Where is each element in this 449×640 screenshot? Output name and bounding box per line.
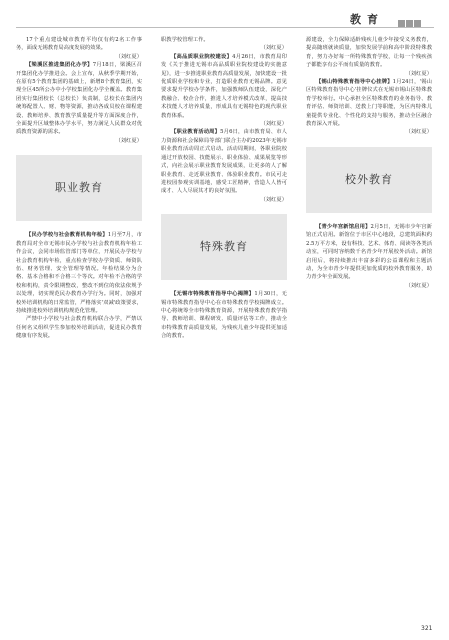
header-rule: [16, 27, 434, 28]
paragraph: 职教学校管理工作。: [161, 37, 209, 43]
paragraph: [161, 53, 287, 120]
source-note: （刘红夏）: [405, 70, 432, 77]
column-3: [306, 36, 432, 290]
source-note: （刘红夏）: [260, 121, 287, 128]
source-note: （刘红夏）: [260, 196, 287, 203]
paragraph: 严禁中小学校与社会教育机构联合办学，严禁以任何名义组织学生参加校外培训活动，促进民办教育健康有序发展。: [16, 316, 142, 340]
entry-body: 1月30日，无锡市特殊教育指导中心在市特殊教育学校揭牌成立。中心将统筹全市特殊教育资源，开展特殊教育教学指导、教师培训、课程研发、质量评估等工作，推动全市特殊教育高质量发展，为残疾儿童少年提供更加适合的教育。: [161, 291, 287, 340]
source-note: （刘红夏）: [405, 282, 432, 289]
section-banner-special: [161, 214, 287, 280]
entry-heading: 【梁溪区推进集团化办学】: [26, 62, 93, 69]
entry-heading: 【职业教育活动周】: [171, 129, 221, 136]
entry-heading: 【民办学校与社会教育机构年检】: [26, 232, 108, 239]
source-note: （刘红夏）: [115, 137, 142, 144]
entry-heading: 【锡山特殊教育指导中心挂牌】: [316, 79, 393, 86]
paragraph: 17个重点建设城市教育平均仅有约2名工作事务，面成无锡教育局高度发展的效果。: [16, 37, 142, 52]
entry-body: 2月5日，无锡市少年宫新馆正式启用。新馆位于市区中心地段，总建筑面积约2.5万平方米，设有科技、艺术、体育、阅读等各类活动室，可同时容纳数千名青少年开展校外活动。新馆启用后，将持续推出丰富多彩的公益课程和主题活动，为全市青少年提供更加优质的校外教育服务，助力青少年全面发展。: [306, 223, 432, 281]
page-header: [0, 0, 449, 34]
section-title: 特殊教育: [200, 239, 248, 253]
paragraph: [161, 128, 287, 195]
source-note: （刘红夏）: [115, 53, 142, 60]
column-2: [161, 36, 287, 341]
paragraph: [306, 223, 432, 282]
entry-body: 1月至7月，市教育局对全市无锡市民办学校与社会教育机构年检工作会议，会同市场监管部门等单位，开展民办学校与社会教育机构年检，重点检查学校办学资质、师资队伍、财务管理、安全管理等情况。年检结果分为合格、基本合格和不合格三个等次。对年检不合格的学校和机构，责令限期整改，整改不到位的依法依规予以处理，切实规范民办教育办学行为。同时，加强对校外培训机构的日常监管，严格落实'双减'政策要求，持续推进校外培训机构规范化管理。: [16, 232, 142, 314]
entry-body: 5月6日，由市教育局、市人力资源和社会保障局等部门联合主办的2023年无锡市职业教育活动周正式启动。活动周期间，各职业院校通过开放校园、技能展示、职业体验、成果展览等形式，向社会展示职业教育发展成果，让更多的人了解职业教育、走近职业教育、体验职业教育。市民可走进校园参观实训基地，感受工匠精神，营造人人皆可成才、人人尽展其才的良好氛围。: [161, 129, 287, 195]
column-1: [16, 36, 142, 341]
page-number: 321: [421, 625, 433, 632]
paragraph: 源建设，全力保障适龄残疾儿童少年接受义务教育，提高随班就读质量，加快发展学前和高中阶段特殊教育，努力办好每一所特殊教育学校，让每一个残疾孩子都能享有公平而有质量的教育。: [306, 37, 432, 69]
entry-body: 1月24日，'锡山区特殊教育指导中心'挂牌仪式在无锡市锡山区特殊教育学校举行。中心承担全区特殊教育的业务指导、教育评估、师资培训、送教上门等职能，为区内特殊儿童提供专业化、个性化的支持与服务，推动全区融合教育深入开展。: [306, 79, 432, 128]
paragraph: [161, 290, 287, 340]
paragraph: [16, 231, 142, 315]
section-banner-vocational: [16, 155, 142, 221]
section-title: 校外教育: [345, 172, 393, 186]
paragraph: [16, 61, 142, 137]
header-decoration: [398, 12, 422, 31]
entry-body: 7月18日，梁溪区召开集团化办学推进会。会上宣布，从秋季学期开始，在原有5个教育集团的基础上，新增8个教育集团，实现全区45所公办中小学校集团化办学全覆盖。教育集团实行集团校长（总校长）负责制，总校长在集团内统筹配置人、财、物等资源，推动各成员校在课程建设、教师培养、教育教学质量提升等方面深度合作，全面提升区域整体办学水平，努力满足人民群众对优质教育资源的需求。: [16, 62, 142, 136]
source-note: （刘红夏）: [260, 45, 287, 52]
section-title: 职业教育: [55, 181, 103, 195]
entry-body: 4月26日，市教育局印发《关于推进无锡市高品质职业院校建设的实施意见》，进一步推进职业教育高质量发展，加快建设一批优质职业学校和专业，打造职业教育无锡品牌。意见要求提升学校办学条件，加强教师队伍建设，深化产教融合、校企合作，推进人才培养模式改革，提高技术技能人才培养质量，形成具有无锡特色的现代职业教育体系。: [161, 53, 287, 119]
source-note: （刘红夏）: [405, 129, 432, 136]
running-title: 教育: [350, 13, 384, 26]
entry-heading: 【高品质职业院校建设】: [171, 53, 233, 60]
section-banner-extracurricular: [306, 147, 432, 213]
entry-heading: 【青少年宫新馆启用】: [316, 223, 371, 230]
paragraph: [306, 78, 432, 128]
entry-heading: 【无锡市特殊教育指导中心揭牌】: [171, 291, 255, 298]
